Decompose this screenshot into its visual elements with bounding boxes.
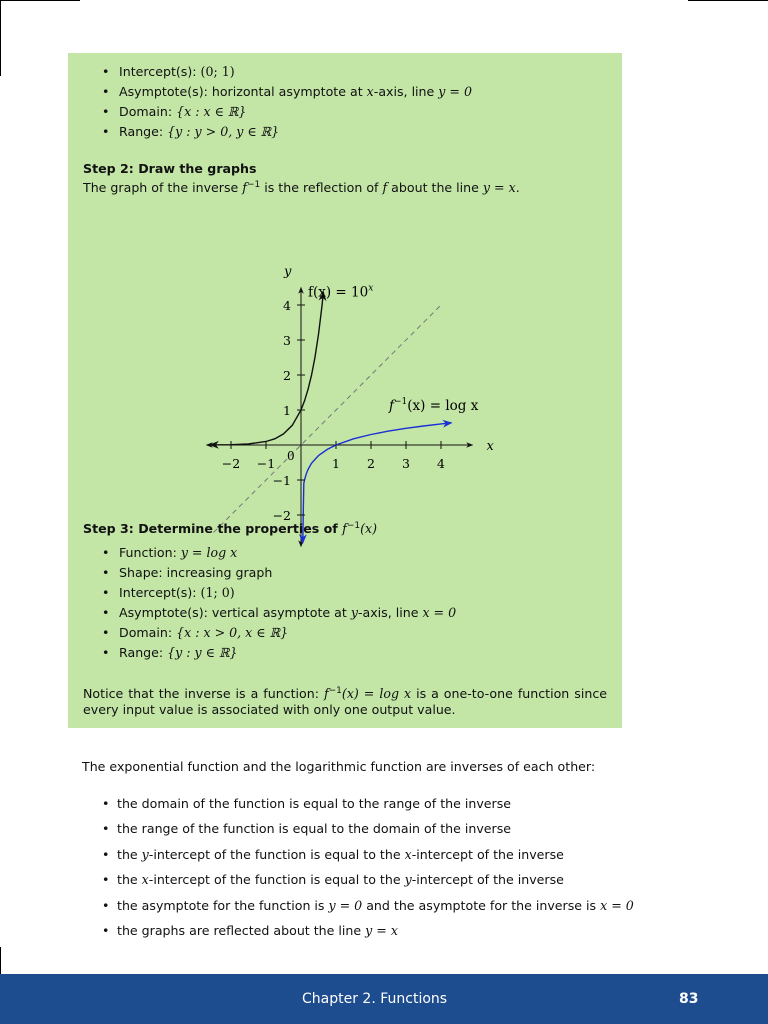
intro-paragraph: The exponential function and the logarithmic function are inverses of each other: — [82, 759, 596, 774]
f-series-label: $f(x) = 10^x$ — [308, 283, 374, 301]
y-tick-label: 4 — [283, 298, 291, 313]
crop-mark — [0, 0, 1, 76]
y-tick-label: 3 — [283, 333, 291, 348]
y-tick-label: 2 — [283, 368, 291, 383]
crop-mark — [0, 947, 1, 974]
chapter-title: Chapter 2. Functions — [302, 991, 448, 1007]
x-tick-label: 3 — [402, 456, 410, 471]
page-number: 83 — [679, 991, 699, 1007]
x-tick-label: 2 — [367, 456, 375, 471]
worked-example-box: • Intercept(s): (0; 1) • Asymptote(s): horizontal asymptote at x-axis, line y = 0 • Domain: {x : x ∈ ℝ} • Range: {y : y > 0, y ∈ ℝ} Step 2: Draw the graphs The graph of the inverse $f^{-1}$ is the reflection of f about the line y = x. −2 −1 1 2 3 4 −2 −1 1 2 3 4 x y 0 $f(x) = 10^x$ $f^{-1}(x) = \log x$ Step 3: Determine the properties of $f^{-1}(x)$ • Function: y = log x • Shape: increasing graph • Intercept(s): (1; 0) • Asymptote(s): vertical asymptote at y-axis, line x = 0 • Domain: {x : x > 0, x ∈ ℝ} • Range: {y : y ∈ ℝ} Notice that the inverse is a function: $f^{-1}(x) = \log x$ is a one-to-one function since every input value is associated with only one output value. — [68, 53, 622, 728]
x-axis-label: x — [486, 439, 494, 454]
y-tick-label: −2 — [272, 508, 291, 523]
y-tick-label: 1 — [283, 403, 291, 418]
step-2-heading: Step 2: Draw the graphs — [83, 161, 257, 176]
exponential-curve — [210, 292, 323, 445]
origin-label: 0 — [287, 449, 295, 463]
x-tick-label: −2 — [221, 456, 241, 471]
inverse-series-label: $f^{-1}(x) = \log x$ — [389, 397, 479, 414]
step-2-text: The graph of the inverse $f^{-1}$ is the reflection of f about the line y = x. — [83, 180, 520, 196]
reflection-line — [214, 305, 442, 533]
crop-mark — [0, 0, 80, 1]
crop-mark — [688, 0, 768, 1]
page-footer — [0, 974, 768, 1024]
x-tick-label: 4 — [437, 456, 445, 471]
function-graph — [68, 218, 622, 523]
step-3-heading: Step 3: Determine the properties of $f^{-1}(x)$ — [83, 521, 378, 537]
notice-paragraph: Notice that the inverse is a function: $f^{-1}(x) = \log x$ is a one-to-one function since every input value is associated with only one output value. — [83, 686, 607, 718]
x-tick-label: 1 — [332, 456, 340, 471]
x-tick-label: −1 — [256, 456, 276, 471]
y-axis-label: y — [284, 264, 292, 280]
y-tick-label: −1 — [272, 473, 291, 488]
